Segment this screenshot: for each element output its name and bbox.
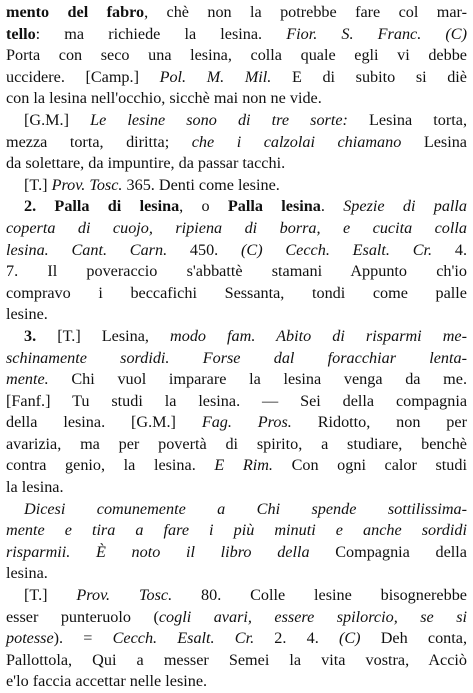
- text-line: [6, 196, 467, 218]
- text-run: Pol. M. Mil.: [159, 67, 272, 86]
- text-line: [6, 67, 467, 89]
- text-line: [6, 671, 467, 693]
- text-line: [6, 348, 467, 370]
- text-run: Pallottola, Qui a messer Semei la vita vostra, Acciò: [6, 650, 467, 669]
- text-line: [6, 542, 467, 564]
- text-line: [6, 261, 467, 283]
- text-run: E Rim.: [214, 456, 273, 475]
- text-run: con la lesina nell'occhio, sicchè mai non ne vide.: [6, 89, 322, 108]
- text-line: [6, 45, 467, 67]
- text-run: Palla lesina: [227, 197, 321, 216]
- text-run: contra genio, la lesina.: [6, 456, 215, 475]
- text-line: [6, 650, 467, 672]
- text-line: [6, 24, 467, 46]
- text-run: Prov. Tosc.: [51, 175, 123, 194]
- text-line: [6, 304, 467, 326]
- text-run: schinamente sordidi. Forse dal foracchiar lenta-: [6, 348, 467, 367]
- text-run: [G.M.]: [24, 110, 91, 129]
- text-run: modo fam. Abito di risparmi me-: [170, 326, 467, 345]
- text-run: [T.]: [24, 175, 52, 194]
- text-run: (C) Cecch. Esalt. Cr.: [241, 240, 433, 259]
- text-line: [6, 132, 467, 154]
- text-run: (C): [421, 24, 467, 43]
- text-run: 80. Colle lesine bisognerebbe: [172, 586, 467, 605]
- text-run: potesse: [6, 629, 54, 648]
- text-line: [6, 283, 467, 305]
- text-run: E di subito si diè: [271, 67, 467, 86]
- text-line: [6, 412, 467, 434]
- text-run: 365. Denti come lesine.: [122, 175, 280, 194]
- text-run: 2. Palla di lesina: [24, 197, 180, 216]
- text-run: 4.: [432, 240, 468, 259]
- text-line: [6, 585, 467, 607]
- text-run: mente.: [6, 370, 49, 389]
- text-run: coperta di cuojo, ripiena di borra, e cucita colla: [6, 218, 467, 237]
- text-run: della lesina. [G.M.]: [6, 413, 202, 432]
- text-line: [6, 153, 467, 175]
- text-run: .: [320, 197, 344, 216]
- text-run: risparmii. È noto il libro della: [6, 542, 310, 561]
- text-run: lesina. Cant. Carn.: [6, 240, 168, 259]
- text-line: [6, 628, 467, 650]
- text-run: mente e tira a fare i più minuti e anche sordidi: [6, 521, 467, 540]
- text-run: 2. 4.: [254, 629, 339, 648]
- text-run: Dicesi comunemente a Chi spende sottilissima-: [24, 499, 467, 518]
- text-run: , o: [179, 197, 228, 216]
- text-run: che i calzolai chiamano: [191, 132, 402, 151]
- text-run: 450.: [167, 240, 242, 259]
- text-run: Spezie di palla: [343, 197, 468, 216]
- text-run: la lesina.: [6, 478, 64, 497]
- text-run: Cecch. Esalt. Cr.: [112, 629, 255, 648]
- text-line: [6, 499, 467, 521]
- text-run: , chè non la potrebbe fare col mar-: [144, 3, 467, 21]
- text-line: [6, 455, 467, 477]
- text-run: avarizia, ma per povertà di spirito, a studiare, benchè: [6, 434, 467, 453]
- text-run: mezza torta, diritta;: [6, 132, 192, 151]
- text-line: [6, 2, 467, 24]
- text-run: [T.] Lesina,: [57, 326, 171, 345]
- text-run: ). =: [53, 629, 113, 648]
- text-run: Fag. Pros.: [201, 413, 292, 432]
- text-line: [6, 110, 467, 132]
- text-run: lesina.: [6, 564, 48, 583]
- text-run: uccidere. [Camp.]: [6, 67, 160, 86]
- text-line: [6, 391, 467, 413]
- text-run: (C): [338, 629, 361, 648]
- text-run: esser punteruolo (: [6, 607, 159, 626]
- text-run: Deh conta,: [360, 629, 467, 648]
- text-run: 7. Il poveraccio s'abbattè stamani Appunto ch'io: [6, 262, 467, 281]
- text-line: [6, 240, 467, 262]
- text-line: [6, 175, 467, 197]
- text-run: [Fanf.] Tu studi la lesina. — Sei della compagnia: [6, 391, 467, 410]
- text-run: Lesina torta,: [347, 110, 468, 129]
- text-run: Compagnia della: [309, 542, 467, 561]
- text-line: [6, 88, 467, 110]
- text-run: lesine.: [6, 305, 48, 324]
- text-run: Fior. S. Franc.: [286, 24, 422, 43]
- text-run: : ma richiede la lesina.: [35, 24, 287, 43]
- text-run: Porta con seco una lesina, colla quale egli vi debbe: [6, 46, 467, 65]
- text-line: [6, 326, 467, 348]
- text-line: [6, 477, 467, 499]
- text-line: [6, 607, 467, 629]
- text-line: [6, 218, 467, 240]
- text-run: Prov. Tosc.: [76, 586, 173, 605]
- text-line: [6, 520, 467, 542]
- text-run: cogli avari, essere spilorcio, se si: [158, 607, 467, 626]
- text-run: [T.]: [24, 586, 77, 605]
- text-run: compravo i beccafichi Sessanta, tondi come palle: [6, 283, 467, 302]
- text-run: tello: [6, 24, 36, 43]
- text-run: 3.: [24, 326, 58, 345]
- text-run: mento del fabro: [6, 3, 145, 21]
- text-run: Le lesine sono di tre sorte:: [90, 110, 348, 129]
- text-run: da solettare, da impuntire, da passar tacchi.: [6, 154, 286, 173]
- text-run: e'lo faccia accettar nelle lesine.: [6, 672, 208, 691]
- text-run: Con ogni calor studi: [272, 456, 467, 475]
- text-line: [6, 563, 467, 585]
- text-run: Chi vuol imparare la lesina venga da me.: [48, 370, 467, 389]
- text-line: [6, 434, 467, 456]
- text-run: Ridotto, non per: [291, 413, 467, 432]
- text-run: Lesina: [401, 132, 467, 151]
- text-line: [6, 369, 467, 391]
